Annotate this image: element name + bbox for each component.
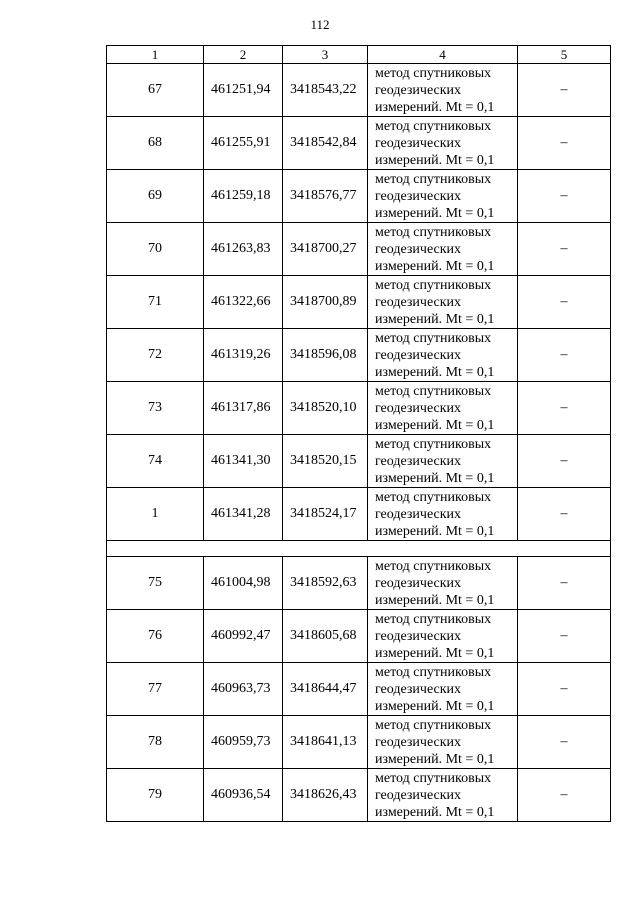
point-number-cell: 1 xyxy=(107,488,204,541)
note-cell: – xyxy=(518,117,611,170)
note-cell: – xyxy=(518,64,611,117)
method-line: геодезических xyxy=(375,628,462,644)
column-header: 3 xyxy=(283,46,368,64)
column-header: 1 xyxy=(107,46,204,64)
table-row xyxy=(107,435,611,488)
method-cell xyxy=(368,610,518,663)
method-line: измерений. Mt = 0,1 xyxy=(375,592,495,608)
note-cell: – xyxy=(518,329,611,382)
note-cell: – xyxy=(518,223,611,276)
method-line: измерений. Mt = 0,1 xyxy=(375,645,495,661)
table-row xyxy=(107,663,611,716)
note-cell: – xyxy=(518,716,611,769)
x-coordinate-cell: 461322,66 xyxy=(204,276,283,329)
point-number-cell: 71 xyxy=(107,276,204,329)
method-line: измерений. Mt = 0,1 xyxy=(375,258,495,274)
method-line: метод спутниковых xyxy=(375,383,492,399)
method-cell xyxy=(368,276,518,329)
table-row xyxy=(107,223,611,276)
method-line: геодезических xyxy=(375,400,462,416)
method-line: геодезических xyxy=(375,681,462,697)
y-coordinate-cell: 3418700,89 xyxy=(283,276,368,329)
y-coordinate-cell: 3418644,47 xyxy=(283,663,368,716)
table-row xyxy=(107,382,611,435)
x-coordinate-cell: 460959,73 xyxy=(204,716,283,769)
method-line: метод спутниковых xyxy=(375,664,492,680)
table-row xyxy=(107,716,611,769)
point-number-cell: 76 xyxy=(107,610,204,663)
method-cell xyxy=(368,117,518,170)
table-row xyxy=(107,117,611,170)
method-cell xyxy=(368,64,518,117)
method-line: измерений. Mt = 0,1 xyxy=(375,751,495,767)
method-line: измерений. Mt = 0,1 xyxy=(375,523,495,539)
note-cell: – xyxy=(518,663,611,716)
point-number-cell: 67 xyxy=(107,64,204,117)
method-line: измерений. Mt = 0,1 xyxy=(375,99,495,115)
x-coordinate-cell: 461341,30 xyxy=(204,435,283,488)
method-line: геодезических xyxy=(375,506,462,522)
method-cell xyxy=(368,170,518,223)
method-line: геодезических xyxy=(375,294,462,310)
x-coordinate-cell: 461004,98 xyxy=(204,557,283,610)
note-cell: – xyxy=(518,488,611,541)
y-coordinate-cell: 3418641,13 xyxy=(283,716,368,769)
table-row xyxy=(107,276,611,329)
x-coordinate-cell: 461319,26 xyxy=(204,329,283,382)
x-coordinate-cell: 461341,28 xyxy=(204,488,283,541)
method-cell xyxy=(368,716,518,769)
table-row xyxy=(107,769,611,822)
method-line: метод спутниковых xyxy=(375,489,492,505)
method-line: измерений. Mt = 0,1 xyxy=(375,205,495,221)
method-line: метод спутниковых xyxy=(375,558,492,574)
method-line: геодезических xyxy=(375,241,462,257)
method-line: геодезических xyxy=(375,575,462,591)
y-coordinate-cell: 3418626,43 xyxy=(283,769,368,822)
note-cell: – xyxy=(518,382,611,435)
y-coordinate-cell: 3418520,15 xyxy=(283,435,368,488)
x-coordinate-cell: 461263,83 xyxy=(204,223,283,276)
method-line: геодезических xyxy=(375,188,462,204)
method-line: метод спутниковых xyxy=(375,171,492,187)
table-row xyxy=(107,557,611,610)
method-cell xyxy=(368,663,518,716)
note-cell: – xyxy=(518,557,611,610)
point-number-cell: 79 xyxy=(107,769,204,822)
column-header: 5 xyxy=(518,46,611,64)
x-coordinate-cell: 461251,94 xyxy=(204,64,283,117)
method-line: метод спутниковых xyxy=(375,436,492,452)
point-number-cell: 78 xyxy=(107,716,204,769)
note-cell: – xyxy=(518,276,611,329)
table-row xyxy=(107,488,611,541)
note-cell: – xyxy=(518,610,611,663)
method-cell xyxy=(368,329,518,382)
note-cell: – xyxy=(518,769,611,822)
method-cell xyxy=(368,557,518,610)
y-coordinate-cell: 3418592,63 xyxy=(283,557,368,610)
table-header-row xyxy=(107,46,611,64)
y-coordinate-cell: 3418542,84 xyxy=(283,117,368,170)
method-line: измерений. Mt = 0,1 xyxy=(375,152,495,168)
y-coordinate-cell: 3418524,17 xyxy=(283,488,368,541)
method-line: измерений. Mt = 0,1 xyxy=(375,311,495,327)
y-coordinate-cell: 3418700,27 xyxy=(283,223,368,276)
x-coordinate-cell: 461317,86 xyxy=(204,382,283,435)
point-number-cell: 70 xyxy=(107,223,204,276)
table-row xyxy=(107,329,611,382)
method-line: метод спутниковых xyxy=(375,330,492,346)
y-coordinate-cell: 3418605,68 xyxy=(283,610,368,663)
note-cell: – xyxy=(518,170,611,223)
method-line: геодезических xyxy=(375,453,462,469)
x-coordinate-cell: 460992,47 xyxy=(204,610,283,663)
coordinates-table xyxy=(106,45,611,822)
method-cell xyxy=(368,382,518,435)
method-cell xyxy=(368,223,518,276)
method-line: метод спутниковых xyxy=(375,277,492,293)
page-number: 112 xyxy=(310,17,330,32)
table-row xyxy=(107,170,611,223)
method-line: геодезических xyxy=(375,82,462,98)
method-cell xyxy=(368,769,518,822)
table-row xyxy=(107,64,611,117)
method-line: геодезических xyxy=(375,734,462,750)
group-separator-row xyxy=(107,541,611,557)
point-number-cell: 74 xyxy=(107,435,204,488)
method-line: измерений. Mt = 0,1 xyxy=(375,417,495,433)
table-row xyxy=(107,610,611,663)
method-line: измерений. Mt = 0,1 xyxy=(375,364,495,380)
method-line: метод спутниковых xyxy=(375,118,492,134)
method-cell xyxy=(368,435,518,488)
method-cell xyxy=(368,488,518,541)
point-number-cell: 69 xyxy=(107,170,204,223)
method-line: метод спутниковых xyxy=(375,65,492,81)
method-line: метод спутниковых xyxy=(375,611,492,627)
method-line: измерений. Mt = 0,1 xyxy=(375,804,495,820)
point-number-cell: 68 xyxy=(107,117,204,170)
method-line: геодезических xyxy=(375,135,462,151)
method-line: метод спутниковых xyxy=(375,770,492,786)
method-line: метод спутниковых xyxy=(375,717,492,733)
point-number-cell: 77 xyxy=(107,663,204,716)
y-coordinate-cell: 3418576,77 xyxy=(283,170,368,223)
method-line: метод спутниковых xyxy=(375,224,492,240)
x-coordinate-cell: 460936,54 xyxy=(204,769,283,822)
group-separator-cell xyxy=(107,541,611,557)
x-coordinate-cell: 461255,91 xyxy=(204,117,283,170)
point-number-cell: 75 xyxy=(107,557,204,610)
method-line: геодезических xyxy=(375,787,462,803)
method-line: измерений. Mt = 0,1 xyxy=(375,470,495,486)
y-coordinate-cell: 3418543,22 xyxy=(283,64,368,117)
point-number-cell: 72 xyxy=(107,329,204,382)
column-header: 4 xyxy=(368,46,518,64)
method-line: измерений. Mt = 0,1 xyxy=(375,698,495,714)
x-coordinate-cell: 460963,73 xyxy=(204,663,283,716)
x-coordinate-cell: 461259,18 xyxy=(204,170,283,223)
column-header: 2 xyxy=(204,46,283,64)
method-line: геодезических xyxy=(375,347,462,363)
note-cell: – xyxy=(518,435,611,488)
point-number-cell: 73 xyxy=(107,382,204,435)
y-coordinate-cell: 3418520,10 xyxy=(283,382,368,435)
y-coordinate-cell: 3418596,08 xyxy=(283,329,368,382)
coordinates-table-wrapper xyxy=(106,45,611,822)
